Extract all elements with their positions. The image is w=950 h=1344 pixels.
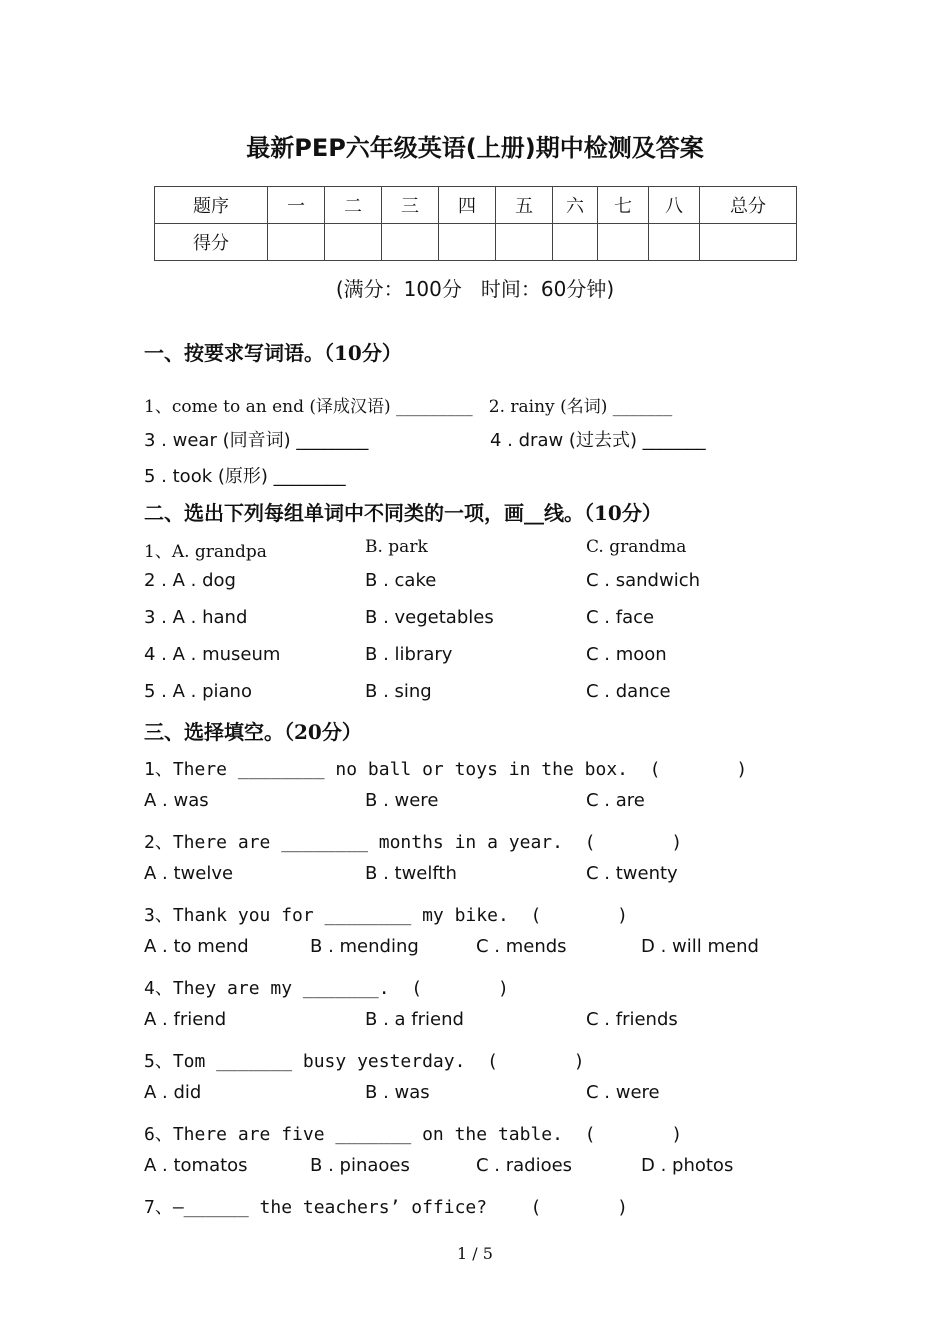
question: 2、There are ________ months in a year. ( ) xyxy=(144,832,683,853)
option: 1、A. grandpa xyxy=(144,542,267,562)
score-input-cell[interactable] xyxy=(700,224,797,261)
section-3-heading: 三、选择填空。（20分） xyxy=(144,720,362,744)
question: 4、They are my _______. ( ) xyxy=(144,978,509,999)
option: C . are xyxy=(586,790,645,811)
option: B . library xyxy=(365,644,453,665)
option: B . was xyxy=(365,1082,430,1103)
score-input-cell[interactable] xyxy=(325,224,382,261)
option: B . cake xyxy=(365,570,437,591)
table-cell: 八 xyxy=(649,187,700,224)
option: 4 . A . museum xyxy=(144,644,281,665)
option: A . did xyxy=(144,1082,202,1103)
score-input-cell[interactable] xyxy=(439,224,496,261)
score-table-header-row xyxy=(155,187,797,224)
table-cell: 四 xyxy=(439,187,496,224)
option: C. grandma xyxy=(586,537,687,557)
page-number: 1 / 5 xyxy=(457,1244,493,1263)
question: 7、—______ the teachers’ office? ( ) xyxy=(144,1197,628,1218)
question: 6、There are five _______ on the table. ( ) xyxy=(144,1124,683,1145)
option: B . a friend xyxy=(365,1009,464,1030)
option: 3 . A . hand xyxy=(144,607,248,628)
question: 3、Thank you for ________ my bike. ( ) xyxy=(144,905,628,926)
option: C . sandwich xyxy=(586,570,701,591)
option: D . will mend xyxy=(641,936,759,957)
score-table xyxy=(154,186,797,261)
option: C . moon xyxy=(586,644,667,665)
option: D . photos xyxy=(641,1155,734,1176)
option: C . friends xyxy=(586,1009,678,1030)
score-input-cell[interactable] xyxy=(496,224,553,261)
score-input-cell[interactable] xyxy=(268,224,325,261)
option: B. park xyxy=(365,537,428,557)
option: A . to mend xyxy=(144,936,249,957)
table-cell: 总分 xyxy=(700,187,797,224)
table-cell: 二 xyxy=(325,187,382,224)
score-input-cell[interactable] xyxy=(649,224,700,261)
table-cell: 得分 xyxy=(155,224,268,261)
option: 5 . A . piano xyxy=(144,681,252,702)
score-input-cell[interactable] xyxy=(382,224,439,261)
option: C . mends xyxy=(476,936,567,957)
option: C . dance xyxy=(586,681,671,702)
option: A . tomatos xyxy=(144,1155,248,1176)
option: B . vegetables xyxy=(365,607,494,628)
section-1-heading: 一、按要求写词语。（10分） xyxy=(144,341,402,365)
table-cell: 三 xyxy=(382,187,439,224)
section-2-heading: 二、选出下列每组单词中不同类的一项，画__线。（10分） xyxy=(144,501,662,525)
option: B . sing xyxy=(365,681,432,702)
question: 5、Tom _______ busy yesterday. ( ) xyxy=(144,1051,585,1072)
question-line: 1、come to an end (译成汉语) _________ 2. rainy (名词) _______ xyxy=(144,397,673,417)
table-cell: 一 xyxy=(268,187,325,224)
option: B . were xyxy=(365,790,439,811)
score-input-cell[interactable] xyxy=(553,224,598,261)
option: A . twelve xyxy=(144,863,234,884)
option: C . were xyxy=(586,1082,660,1103)
option: B . twelfth xyxy=(365,863,457,884)
question-line: 3 . wear (同音词) ________ xyxy=(144,430,369,451)
option: 2 . A . dog xyxy=(144,570,236,591)
score-table-score-row xyxy=(155,224,797,261)
option: C . twenty xyxy=(586,863,678,884)
option: B . mending xyxy=(310,936,419,957)
exam-info: (满分：100分 时间：60分钟) xyxy=(335,277,615,301)
question-line: 5 . took (原形) ________ xyxy=(144,466,346,487)
question: 1、There ________ no ball or toys in the box. ( ) xyxy=(144,759,748,780)
table-cell: 五 xyxy=(496,187,553,224)
option: A . friend xyxy=(144,1009,227,1030)
option: B . pinaoes xyxy=(310,1155,410,1176)
document-title: 最新PEP六年级英语(上册)期中检测及答案 xyxy=(246,134,704,162)
table-cell: 题序 xyxy=(155,187,268,224)
question-line: 4 . draw (过去式) _______ xyxy=(490,430,706,451)
option: A . was xyxy=(144,790,209,811)
option: C . face xyxy=(586,607,655,628)
option: C . radioes xyxy=(476,1155,573,1176)
score-input-cell[interactable] xyxy=(598,224,649,261)
table-cell: 七 xyxy=(598,187,649,224)
table-cell: 六 xyxy=(553,187,598,224)
